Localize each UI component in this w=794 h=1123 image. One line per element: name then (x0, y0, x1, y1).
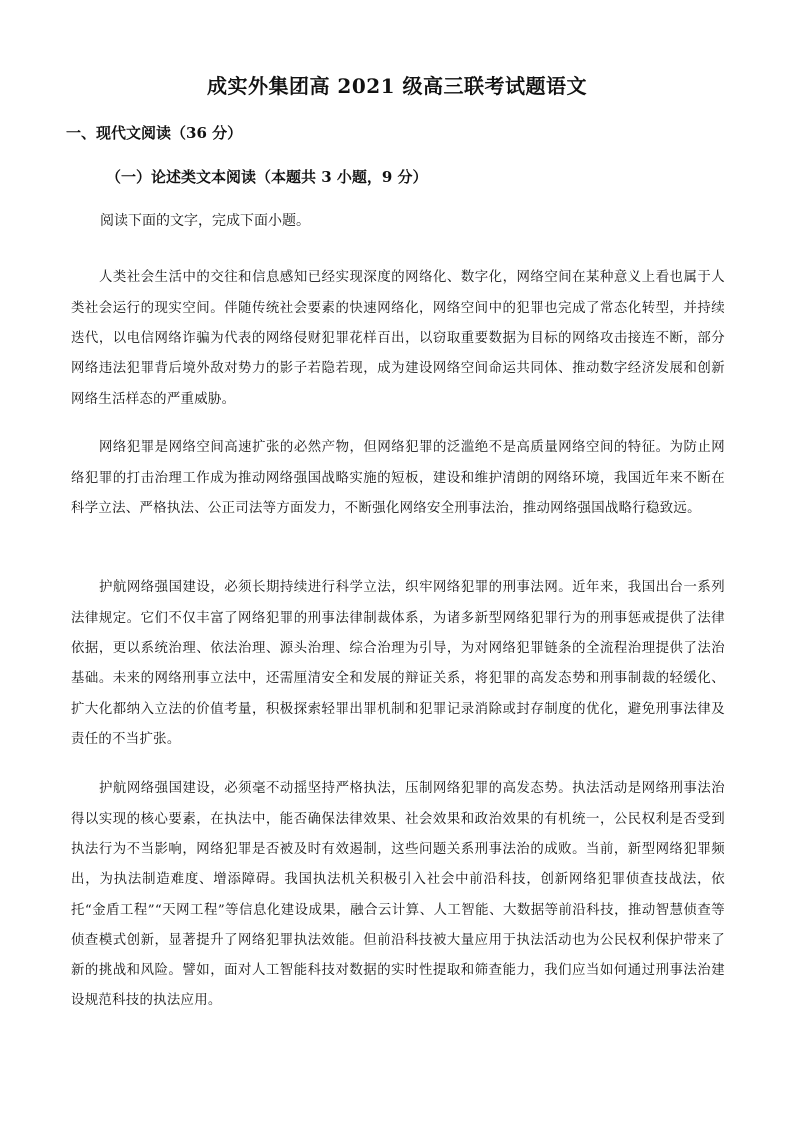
paragraph-1: 人类社会生活中的交往和信息感知已经实现深度的网络化、数字化，网络空间在某种意义上看也属于人类社会运行的现实空间。伴随传统社会要素的快速网络化，网络空间中的犯罪也完成了常态化转型，并持续迭代，以电信网络诈骗为代表的网络侵财犯罪花样百出，以窃取重要数据为目标的网络攻击接连不断，部分网络违法犯罪背后境外敌对势力的影子若隐若现，成为建设网络空间命运共同体、推动数字经济发展和创新网络生活样态的严重威胁。 (71, 270, 725, 407)
paragraph-4: 护航网络强国建设，必须毫不动摇坚持严格执法，压制网络犯罪的高发态势。执法活动是网络刑事法治得以实现的核心要素，在执法中，能否确保法律效果、社会效果和政治效果的有机统一，公民权利是否受到执法行为不当影响，网络犯罪是否被及时有效遏制，这些问题关系刑事法治的成败。当前，新型网络犯罪频出，为执法制造难度、增添障碍。我国执法机关积极引入社会中前沿科技，创新网络犯罪侦查技战法，依托“金盾工程”“天网工程”等信息化建设成果，融合云计算、人工智能、大数据等前沿科技，推动智慧侦查等侦查模式创新，显著提升了网络犯罪执法效能。但前沿科技被大量应用于执法活动也为公民权利保护带来了新的挑战和风险。譬如，面对人工智能科技对数据的实时性提取和筛查能力，我们应当如何通过刑事法治建设规范科技的执法应用。 (71, 781, 725, 1009)
paragraph-2: 网络犯罪是网络空间高速扩张的必然产物，但网络犯罪的泛滥绝不是高质量网络空间的特征。为防止网络犯罪的打击治理工作成为推动网络强国战略实施的短板，建设和维护清朗的网络环境，我国近年来不断在科学立法、严格执法、公正司法等方面发力，不断强化网络安全刑事法治，推动网络强国战略行稳致远。 (71, 440, 725, 516)
exam-title: 成实外集团高 2021 级高三联考试题语文 (206, 74, 588, 98)
subsection-heading-argumentative: （一）论述类文本阅读（本题共 3 小题，9 分） (106, 168, 428, 186)
paragraph-3: 护航网络强国建设，必须长期持续进行科学立法，织牢网络犯罪的刑事法网。近年来，我国出台一系列法律规定。它们不仅丰富了网络犯罪的刑事法律制裁体系，为诸多新型网络犯罪行为的刑事惩戒提供了法律依据，更以系统治理、依法治理、源头治理、综合治理为引导，为对网络犯罪链条的全流程治理提供了法治基础。未来的网络刑事立法中，还需厘清安全和发展的辩证关系，将犯罪的高发态势和刑事制裁的轻缓化、扩大化都纳入立法的价值考量，积极探索轻罪出罪机制和犯罪记录消除或封存制度的优化，避免刑事法律及责任的不当扩张。 (71, 580, 725, 747)
reading-instruction: 阅读下面的文字，完成下面小题。 (100, 213, 310, 229)
section-heading-modern-reading: 一、现代文阅读（36 分） (66, 124, 243, 142)
